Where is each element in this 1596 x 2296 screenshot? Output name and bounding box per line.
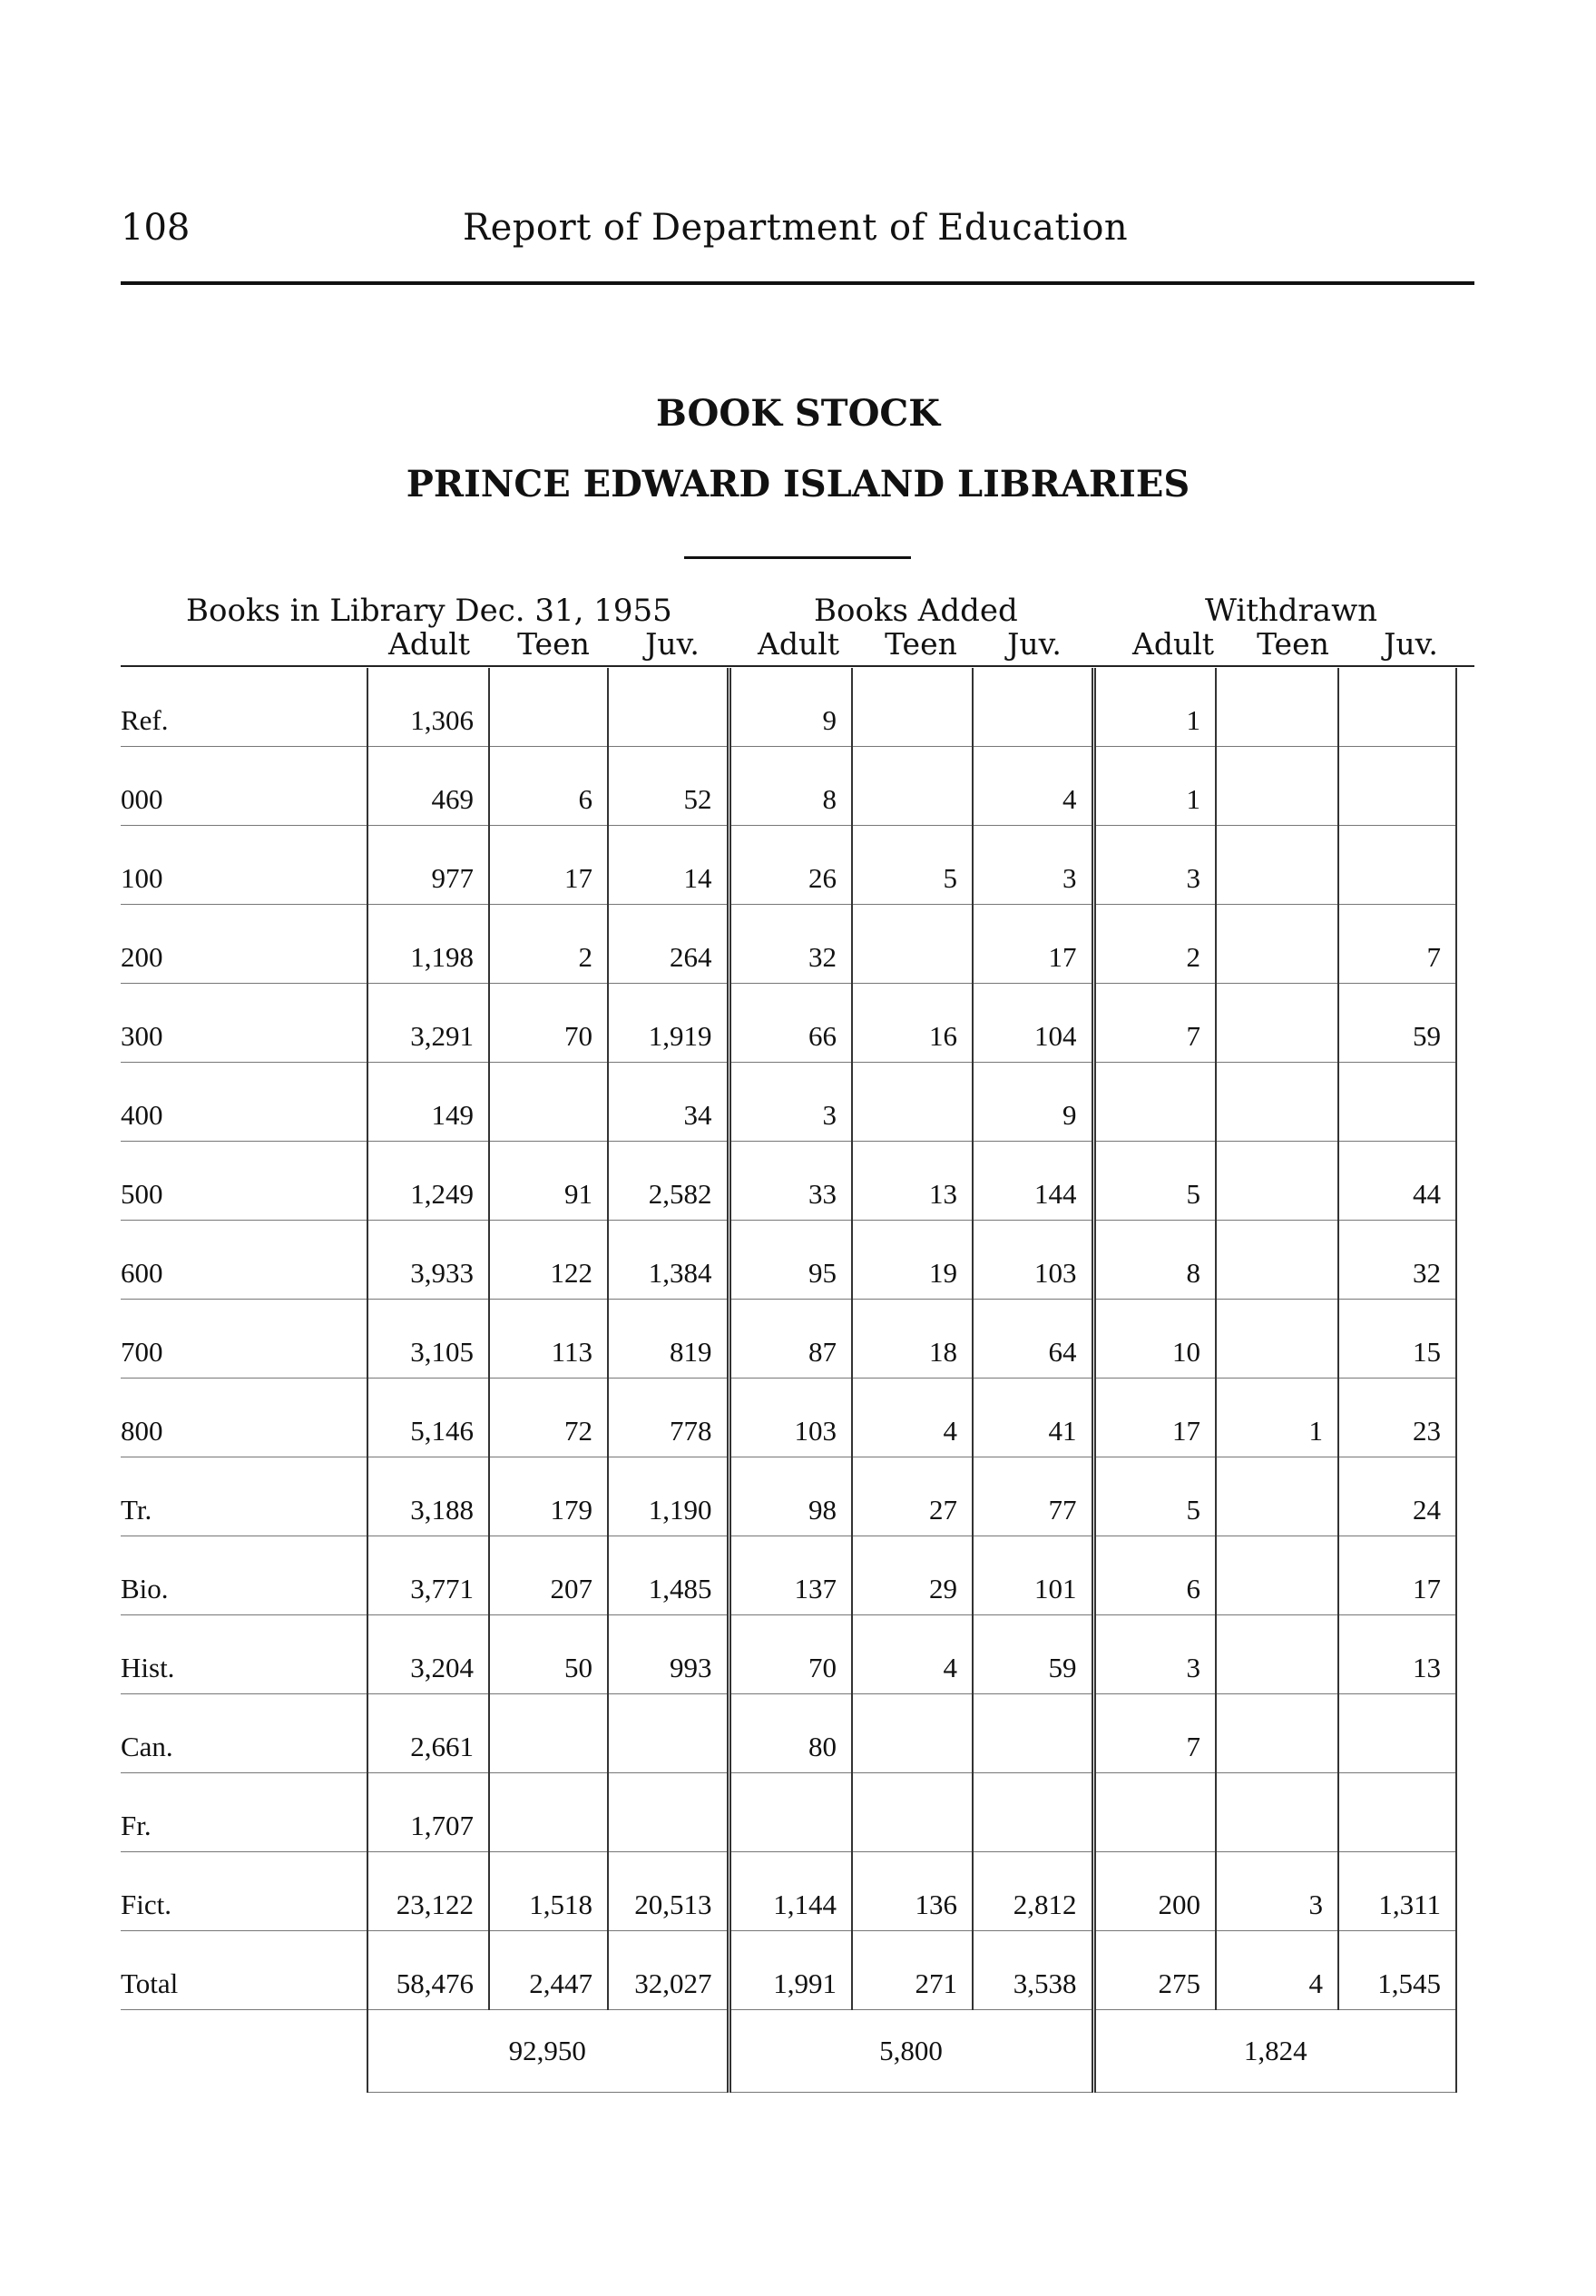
row-label: 300 bbox=[121, 984, 367, 1063]
group-heading-added: Books Added bbox=[814, 593, 1018, 629]
cell-library-juv: 778 bbox=[608, 1379, 729, 1457]
grand-total-added: 5,800 bbox=[729, 2010, 1093, 2093]
cell-withdrawn-teen bbox=[1216, 1300, 1338, 1379]
cell-withdrawn-adult: 6 bbox=[1093, 1536, 1216, 1615]
cell-withdrawn-juv bbox=[1338, 1694, 1456, 1773]
header-rule bbox=[121, 281, 1474, 285]
cell-withdrawn-teen bbox=[1216, 1615, 1338, 1694]
cell-added-adult: 87 bbox=[729, 1300, 852, 1379]
row-label: Bio. bbox=[121, 1536, 367, 1615]
cell-added-teen: 19 bbox=[852, 1221, 973, 1300]
table-row bbox=[121, 1931, 1456, 2010]
title-rule bbox=[684, 556, 911, 559]
table-row bbox=[121, 1221, 1456, 1300]
cell-withdrawn-juv: 24 bbox=[1338, 1457, 1456, 1536]
cell-library-teen: 1,518 bbox=[489, 1852, 608, 1931]
cell-withdrawn-juv: 17 bbox=[1338, 1536, 1456, 1615]
cell-withdrawn-adult bbox=[1093, 1063, 1216, 1142]
cell-withdrawn-teen bbox=[1216, 1221, 1338, 1300]
cell-added-teen: 136 bbox=[852, 1852, 973, 1931]
cell-withdrawn-juv bbox=[1338, 1063, 1456, 1142]
cell-withdrawn-teen: 3 bbox=[1216, 1852, 1338, 1931]
subhead-library-teen: Teen bbox=[517, 626, 590, 662]
cell-added-adult: 137 bbox=[729, 1536, 852, 1615]
cell-added-teen bbox=[852, 668, 973, 747]
cell-library-adult: 149 bbox=[367, 1063, 489, 1142]
cell-library-adult: 1,306 bbox=[367, 668, 489, 747]
cell-added-adult: 103 bbox=[729, 1379, 852, 1457]
cell-added-juv: 41 bbox=[973, 1379, 1093, 1457]
cell-added-juv bbox=[973, 1694, 1093, 1773]
cell-library-teen bbox=[489, 1063, 608, 1142]
table-row bbox=[121, 826, 1456, 905]
cell-withdrawn-teen bbox=[1216, 1773, 1338, 1852]
column-header-rule bbox=[121, 665, 1474, 667]
cell-added-juv: 17 bbox=[973, 905, 1093, 984]
cell-library-juv: 14 bbox=[608, 826, 729, 905]
cell-added-teen: 4 bbox=[852, 1379, 973, 1457]
cell-withdrawn-adult: 2 bbox=[1093, 905, 1216, 984]
cell-withdrawn-teen bbox=[1216, 668, 1338, 747]
cell-added-juv bbox=[973, 668, 1093, 747]
cell-library-juv: 819 bbox=[608, 1300, 729, 1379]
cell-library-adult: 977 bbox=[367, 826, 489, 905]
cell-added-juv: 2,812 bbox=[973, 1852, 1093, 1931]
cell-withdrawn-adult: 7 bbox=[1093, 1694, 1216, 1773]
cell-library-adult: 3,291 bbox=[367, 984, 489, 1063]
cell-added-teen: 5 bbox=[852, 826, 973, 905]
grand-total-library: 92,950 bbox=[367, 2010, 729, 2093]
cell-withdrawn-juv: 7 bbox=[1338, 905, 1456, 984]
cell-library-adult: 3,933 bbox=[367, 1221, 489, 1300]
cell-withdrawn-juv: 23 bbox=[1338, 1379, 1456, 1457]
cell-withdrawn-teen: 4 bbox=[1216, 1931, 1338, 2010]
cell-withdrawn-teen bbox=[1216, 1694, 1338, 1773]
subhead-library-adult: Adult bbox=[387, 626, 471, 662]
cell-library-teen: 2 bbox=[489, 905, 608, 984]
running-head: Report of Department of Education bbox=[463, 207, 1129, 249]
cell-added-juv: 77 bbox=[973, 1457, 1093, 1536]
row-label: 400 bbox=[121, 1063, 367, 1142]
cell-added-adult: 3 bbox=[729, 1063, 852, 1142]
row-label: 700 bbox=[121, 1300, 367, 1379]
subhead-withdrawn-juv: Juv. bbox=[1384, 626, 1438, 662]
cell-withdrawn-adult: 200 bbox=[1093, 1852, 1216, 1931]
cell-library-juv: 1,919 bbox=[608, 984, 729, 1063]
row-label: Hist. bbox=[121, 1615, 367, 1694]
cell-library-adult: 3,771 bbox=[367, 1536, 489, 1615]
table-row bbox=[121, 1694, 1456, 1773]
book-stock-table bbox=[121, 668, 1457, 2093]
page-subtitle: PRINCE EDWARD ISLAND LIBRARIES bbox=[406, 463, 1190, 505]
cell-library-juv: 34 bbox=[608, 1063, 729, 1142]
cell-added-adult: 70 bbox=[729, 1615, 852, 1694]
row-label: 500 bbox=[121, 1142, 367, 1221]
table-row bbox=[121, 1142, 1456, 1221]
cell-added-adult: 1,144 bbox=[729, 1852, 852, 1931]
table-row bbox=[121, 668, 1456, 747]
cell-added-juv: 4 bbox=[973, 747, 1093, 826]
cell-library-teen: 122 bbox=[489, 1221, 608, 1300]
cell-library-adult: 469 bbox=[367, 747, 489, 826]
cell-library-teen: 72 bbox=[489, 1379, 608, 1457]
cell-added-teen: 18 bbox=[852, 1300, 973, 1379]
subhead-added-juv: Juv. bbox=[1007, 626, 1062, 662]
cell-withdrawn-teen bbox=[1216, 826, 1338, 905]
cell-library-teen: 179 bbox=[489, 1457, 608, 1536]
cell-added-teen: 16 bbox=[852, 984, 973, 1063]
cell-withdrawn-teen bbox=[1216, 1142, 1338, 1221]
cell-library-teen bbox=[489, 1773, 608, 1852]
table-row bbox=[121, 1300, 1456, 1379]
cell-library-adult: 1,249 bbox=[367, 1142, 489, 1221]
cell-added-adult: 80 bbox=[729, 1694, 852, 1773]
cell-added-adult: 32 bbox=[729, 905, 852, 984]
cell-library-adult: 1,198 bbox=[367, 905, 489, 984]
cell-added-adult: 1,991 bbox=[729, 1931, 852, 2010]
cell-withdrawn-adult: 5 bbox=[1093, 1457, 1216, 1536]
cell-added-teen: 13 bbox=[852, 1142, 973, 1221]
cell-withdrawn-juv: 1,545 bbox=[1338, 1931, 1456, 2010]
cell-library-juv: 1,190 bbox=[608, 1457, 729, 1536]
subhead-withdrawn-teen: Teen bbox=[1257, 626, 1329, 662]
cell-withdrawn-teen bbox=[1216, 747, 1338, 826]
row-label: Can. bbox=[121, 1694, 367, 1773]
cell-library-teen: 50 bbox=[489, 1615, 608, 1694]
cell-added-teen bbox=[852, 905, 973, 984]
cell-library-juv: 993 bbox=[608, 1615, 729, 1694]
cell-library-teen: 207 bbox=[489, 1536, 608, 1615]
table-row bbox=[121, 1379, 1456, 1457]
cell-library-teen: 17 bbox=[489, 826, 608, 905]
subhead-library-juv: Juv. bbox=[645, 626, 700, 662]
cell-added-juv: 101 bbox=[973, 1536, 1093, 1615]
cell-withdrawn-juv bbox=[1338, 826, 1456, 905]
cell-added-teen bbox=[852, 1694, 973, 1773]
cell-library-adult: 3,188 bbox=[367, 1457, 489, 1536]
subhead-withdrawn-adult: Adult bbox=[1131, 626, 1215, 662]
table-row bbox=[121, 747, 1456, 826]
table-row bbox=[121, 905, 1456, 984]
group-heading-withdrawn: Withdrawn bbox=[1205, 593, 1378, 629]
cell-library-adult: 3,204 bbox=[367, 1615, 489, 1694]
cell-added-juv: 144 bbox=[973, 1142, 1093, 1221]
table-row bbox=[121, 1063, 1456, 1142]
cell-withdrawn-adult: 1 bbox=[1093, 747, 1216, 826]
cell-added-teen bbox=[852, 1773, 973, 1852]
row-label: Tr. bbox=[121, 1457, 367, 1536]
cell-withdrawn-adult: 275 bbox=[1093, 1931, 1216, 2010]
cell-library-adult: 58,476 bbox=[367, 1931, 489, 2010]
cell-withdrawn-teen bbox=[1216, 984, 1338, 1063]
grand-total-label-cell bbox=[121, 2010, 367, 2093]
cell-library-teen: 2,447 bbox=[489, 1931, 608, 2010]
cell-library-adult: 3,105 bbox=[367, 1300, 489, 1379]
cell-withdrawn-adult: 17 bbox=[1093, 1379, 1216, 1457]
cell-withdrawn-juv: 44 bbox=[1338, 1142, 1456, 1221]
cell-added-juv: 3,538 bbox=[973, 1931, 1093, 2010]
group-heading-library: Books in Library Dec. 31, 1955 bbox=[186, 593, 672, 629]
cell-library-adult: 23,122 bbox=[367, 1852, 489, 1931]
cell-added-teen: 271 bbox=[852, 1931, 973, 2010]
page-title: BOOK STOCK bbox=[655, 392, 941, 435]
row-label: 000 bbox=[121, 747, 367, 826]
cell-added-adult: 33 bbox=[729, 1142, 852, 1221]
cell-library-juv bbox=[608, 1773, 729, 1852]
cell-added-adult bbox=[729, 1773, 852, 1852]
cell-withdrawn-teen bbox=[1216, 905, 1338, 984]
cell-added-adult: 9 bbox=[729, 668, 852, 747]
cell-added-juv: 103 bbox=[973, 1221, 1093, 1300]
cell-added-adult: 66 bbox=[729, 984, 852, 1063]
cell-library-juv: 32,027 bbox=[608, 1931, 729, 2010]
cell-withdrawn-adult: 8 bbox=[1093, 1221, 1216, 1300]
cell-withdrawn-adult: 3 bbox=[1093, 1615, 1216, 1694]
table-row bbox=[121, 1536, 1456, 1615]
cell-added-juv: 104 bbox=[973, 984, 1093, 1063]
cell-library-juv: 20,513 bbox=[608, 1852, 729, 1931]
row-label: Fict. bbox=[121, 1852, 367, 1931]
row-label: Fr. bbox=[121, 1773, 367, 1852]
row-label: 200 bbox=[121, 905, 367, 984]
subhead-added-adult: Adult bbox=[757, 626, 840, 662]
cell-library-teen bbox=[489, 668, 608, 747]
cell-added-adult: 98 bbox=[729, 1457, 852, 1536]
cell-withdrawn-juv: 1,311 bbox=[1338, 1852, 1456, 1931]
subhead-added-teen: Teen bbox=[885, 626, 957, 662]
cell-withdrawn-adult: 10 bbox=[1093, 1300, 1216, 1379]
cell-withdrawn-teen bbox=[1216, 1063, 1338, 1142]
cell-library-adult: 1,707 bbox=[367, 1773, 489, 1852]
cell-added-adult: 8 bbox=[729, 747, 852, 826]
cell-library-teen: 70 bbox=[489, 984, 608, 1063]
table-row bbox=[121, 1615, 1456, 1694]
page-number: 108 bbox=[121, 207, 191, 249]
cell-library-teen: 113 bbox=[489, 1300, 608, 1379]
cell-added-teen bbox=[852, 747, 973, 826]
cell-library-juv: 52 bbox=[608, 747, 729, 826]
cell-withdrawn-juv bbox=[1338, 747, 1456, 826]
table-body bbox=[121, 668, 1456, 2093]
cell-withdrawn-juv: 59 bbox=[1338, 984, 1456, 1063]
cell-added-juv: 9 bbox=[973, 1063, 1093, 1142]
table-row bbox=[121, 1773, 1456, 1852]
cell-withdrawn-adult: 5 bbox=[1093, 1142, 1216, 1221]
row-label: 800 bbox=[121, 1379, 367, 1457]
cell-library-juv: 1,485 bbox=[608, 1536, 729, 1615]
row-label: 600 bbox=[121, 1221, 367, 1300]
cell-withdrawn-juv bbox=[1338, 668, 1456, 747]
grand-total-withdrawn: 1,824 bbox=[1093, 2010, 1456, 2093]
cell-library-teen: 91 bbox=[489, 1142, 608, 1221]
cell-library-teen bbox=[489, 1694, 608, 1773]
cell-library-adult: 2,661 bbox=[367, 1694, 489, 1773]
cell-added-teen: 4 bbox=[852, 1615, 973, 1694]
cell-withdrawn-teen: 1 bbox=[1216, 1379, 1338, 1457]
cell-added-juv bbox=[973, 1773, 1093, 1852]
cell-added-teen: 27 bbox=[852, 1457, 973, 1536]
cell-withdrawn-juv: 15 bbox=[1338, 1300, 1456, 1379]
row-label: 100 bbox=[121, 826, 367, 905]
cell-added-teen: 29 bbox=[852, 1536, 973, 1615]
cell-withdrawn-teen bbox=[1216, 1457, 1338, 1536]
cell-added-juv: 3 bbox=[973, 826, 1093, 905]
cell-withdrawn-adult: 3 bbox=[1093, 826, 1216, 905]
cell-library-juv: 2,582 bbox=[608, 1142, 729, 1221]
cell-withdrawn-juv: 32 bbox=[1338, 1221, 1456, 1300]
cell-library-teen: 6 bbox=[489, 747, 608, 826]
cell-library-juv: 1,384 bbox=[608, 1221, 729, 1300]
row-label: Ref. bbox=[121, 668, 367, 747]
cell-added-teen bbox=[852, 1063, 973, 1142]
table-row bbox=[121, 1457, 1456, 1536]
cell-withdrawn-adult: 1 bbox=[1093, 668, 1216, 747]
row-label: Total bbox=[121, 1931, 367, 2010]
cell-withdrawn-juv: 13 bbox=[1338, 1615, 1456, 1694]
cell-library-juv: 264 bbox=[608, 905, 729, 984]
table-row bbox=[121, 1852, 1456, 1931]
cell-added-adult: 95 bbox=[729, 1221, 852, 1300]
cell-library-juv bbox=[608, 1694, 729, 1773]
cell-library-juv bbox=[608, 668, 729, 747]
cell-library-adult: 5,146 bbox=[367, 1379, 489, 1457]
cell-withdrawn-teen bbox=[1216, 1536, 1338, 1615]
cell-added-adult: 26 bbox=[729, 826, 852, 905]
grand-total-row bbox=[121, 2010, 1456, 2093]
cell-added-juv: 59 bbox=[973, 1615, 1093, 1694]
cell-withdrawn-juv bbox=[1338, 1773, 1456, 1852]
cell-withdrawn-adult: 7 bbox=[1093, 984, 1216, 1063]
table-row bbox=[121, 984, 1456, 1063]
cell-withdrawn-adult bbox=[1093, 1773, 1216, 1852]
cell-added-juv: 64 bbox=[973, 1300, 1093, 1379]
